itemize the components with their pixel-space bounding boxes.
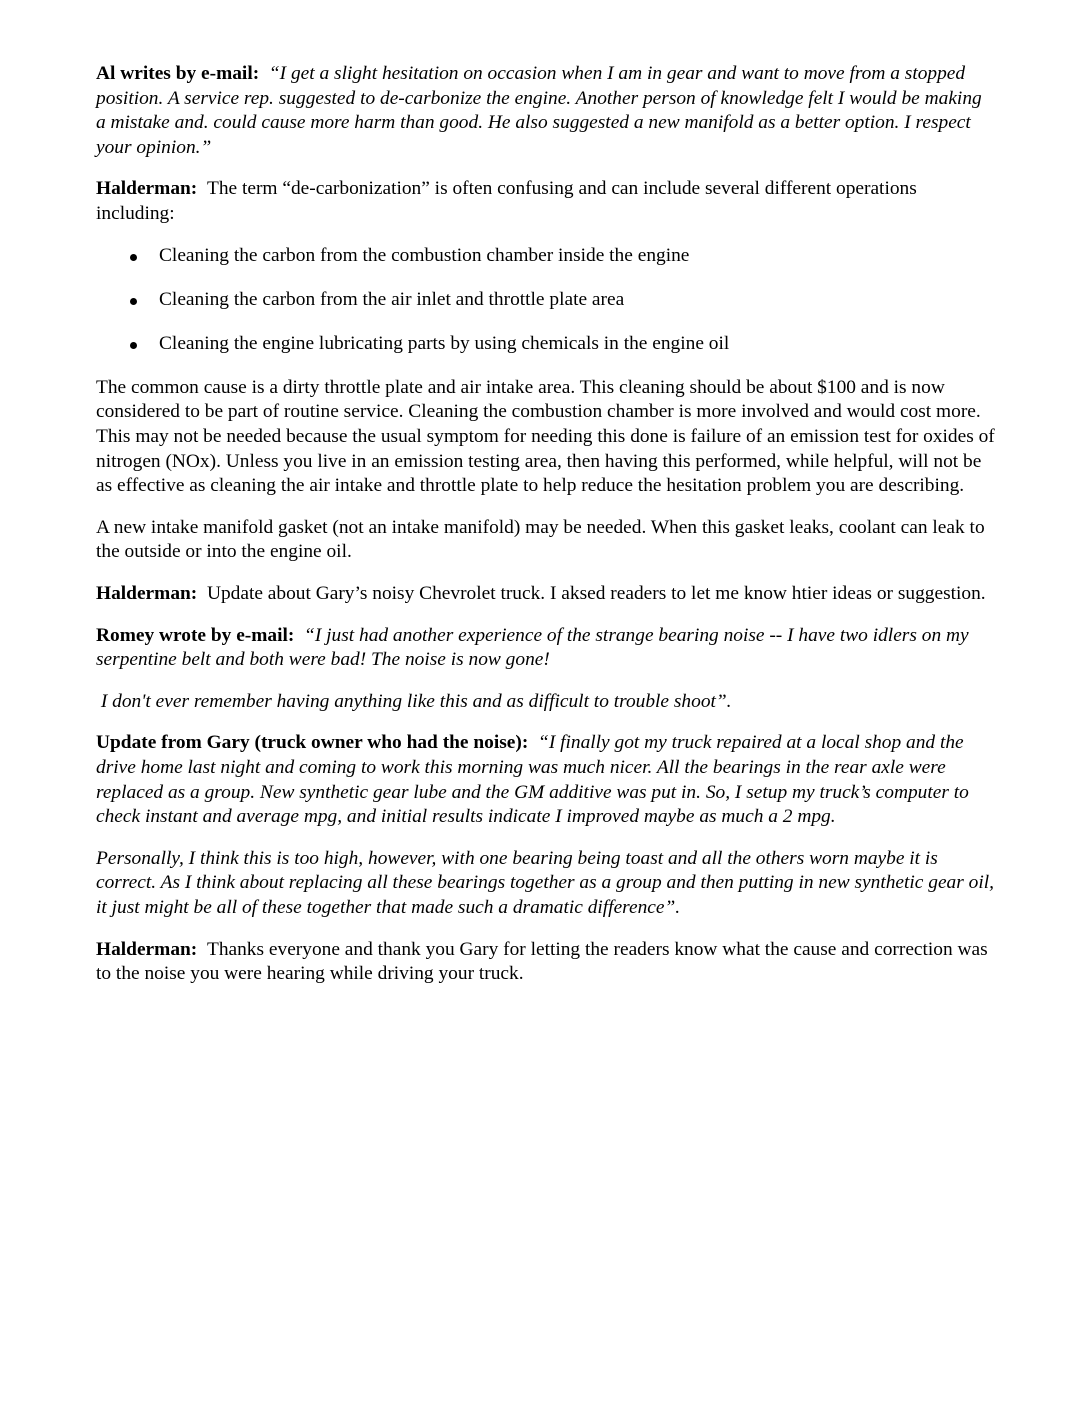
common-cause-paragraph: The common cause is a dirty throttle plate and air intake area. This cleaning should be about $100 and is now considered to be part of routine service. Cleaning the combustion chamber is more involved and would cost more. This may not be needed because the usual symptom for needing this done is failure of an emission test for oxides of nitrogen (NOx). Unless you live in an emission testing area, then having this performed, while helpful, will not be as effective as cleaning the air intake and throttle plate to help reduce the hesitation problem you are describing. bbox=[96, 376, 995, 497]
list-item bbox=[96, 244, 996, 269]
halderman-closing-paragraph bbox=[96, 938, 996, 987]
romey-email-label: Romey wrote by e-mail: bbox=[96, 624, 295, 646]
bullet-icon bbox=[130, 342, 137, 349]
halderman-update-text: Update about Gary’s noisy Chevrolet truck. I aksed readers to let me know htier ideas or suggestion. bbox=[206, 583, 986, 604]
list-item-text: Cleaning the carbon from the air inlet and throttle plate area bbox=[159, 288, 625, 310]
romey-email-quote: “I just had another experience of the strange bearing noise -- I have two idlers on my serpentine belt and both were bad! The noise is now gone! bbox=[96, 624, 969, 671]
gasket-paragraph: A new intake manifold gasket (not an intake manifold) may be needed. When this gasket leaks, coolant can leak to the outside or into the engine oil. bbox=[96, 516, 985, 563]
romey-email-paragraph bbox=[96, 624, 996, 673]
halderman-intro-text: The term “de-carbonization” is often confusing and can include several different operations including: bbox=[96, 178, 917, 224]
list-item bbox=[96, 288, 996, 313]
halderman-intro-paragraph bbox=[96, 177, 996, 226]
halderman-update-paragraph bbox=[96, 582, 996, 607]
gary-update-label: Update from Gary (truck owner who had the noise): bbox=[96, 732, 529, 754]
halderman-label: Halderman: bbox=[96, 178, 198, 200]
gary-update-paragraph bbox=[96, 731, 996, 829]
gary-quote-continued: Personally, I think this is too high, however, with one bearing being toast and all the others worn maybe it is correct. As I think about replacing all these bearings together as a group and then putting in new synthetic gear oil, it just might be all of these together that made such a dramatic difference”. bbox=[96, 847, 994, 918]
romey-quote-continued-text: I don't ever remember having anything like this and as difficult to trouble shoot”. bbox=[100, 690, 732, 712]
halderman-label: Halderman: bbox=[96, 583, 198, 604]
document-page bbox=[96, 62, 996, 1004]
al-email-quote: “I get a slight hesitation on occasion when I am in gear and want to move from a stopped position. A service rep. suggested to de-carbonize the engine. Another person of knowledge felt I would be making a mistake and. could cause more harm than good. He also suggested a new manifold as a better option. I respect your opinion.” bbox=[96, 63, 982, 158]
list-item-text: Cleaning the carbon from the combustion chamber inside the engine bbox=[159, 244, 690, 266]
romey-quote-continued bbox=[96, 690, 996, 715]
gary-update-quote: “I finally got my truck repaired at a local shop and the drive home last night and coming to work this morning was much nicer. All the bearings in the rear axle were replaced as a group. New synthetic gear lube and the GM additive was put in. So, I setup my truck’s computer to check instant and average mpg, and initial results indicate I improved maybe as much a 2 mpg. bbox=[96, 732, 969, 828]
list-item-text: Cleaning the engine lubricating parts by using chemicals in the engine oil bbox=[159, 332, 730, 354]
decarbonization-bullet-list bbox=[96, 244, 996, 357]
halderman-closing-text: Thanks everyone and thank you Gary for letting the readers know what the cause and correction was to the noise you were hearing while driving your truck. bbox=[96, 938, 988, 985]
al-email-paragraph bbox=[96, 62, 996, 160]
bullet-icon bbox=[130, 298, 137, 305]
halderman-label: Halderman: bbox=[96, 938, 198, 960]
bullet-icon bbox=[130, 254, 137, 261]
al-email-label: Al writes by e-mail: bbox=[96, 63, 260, 84]
list-item bbox=[96, 332, 996, 357]
